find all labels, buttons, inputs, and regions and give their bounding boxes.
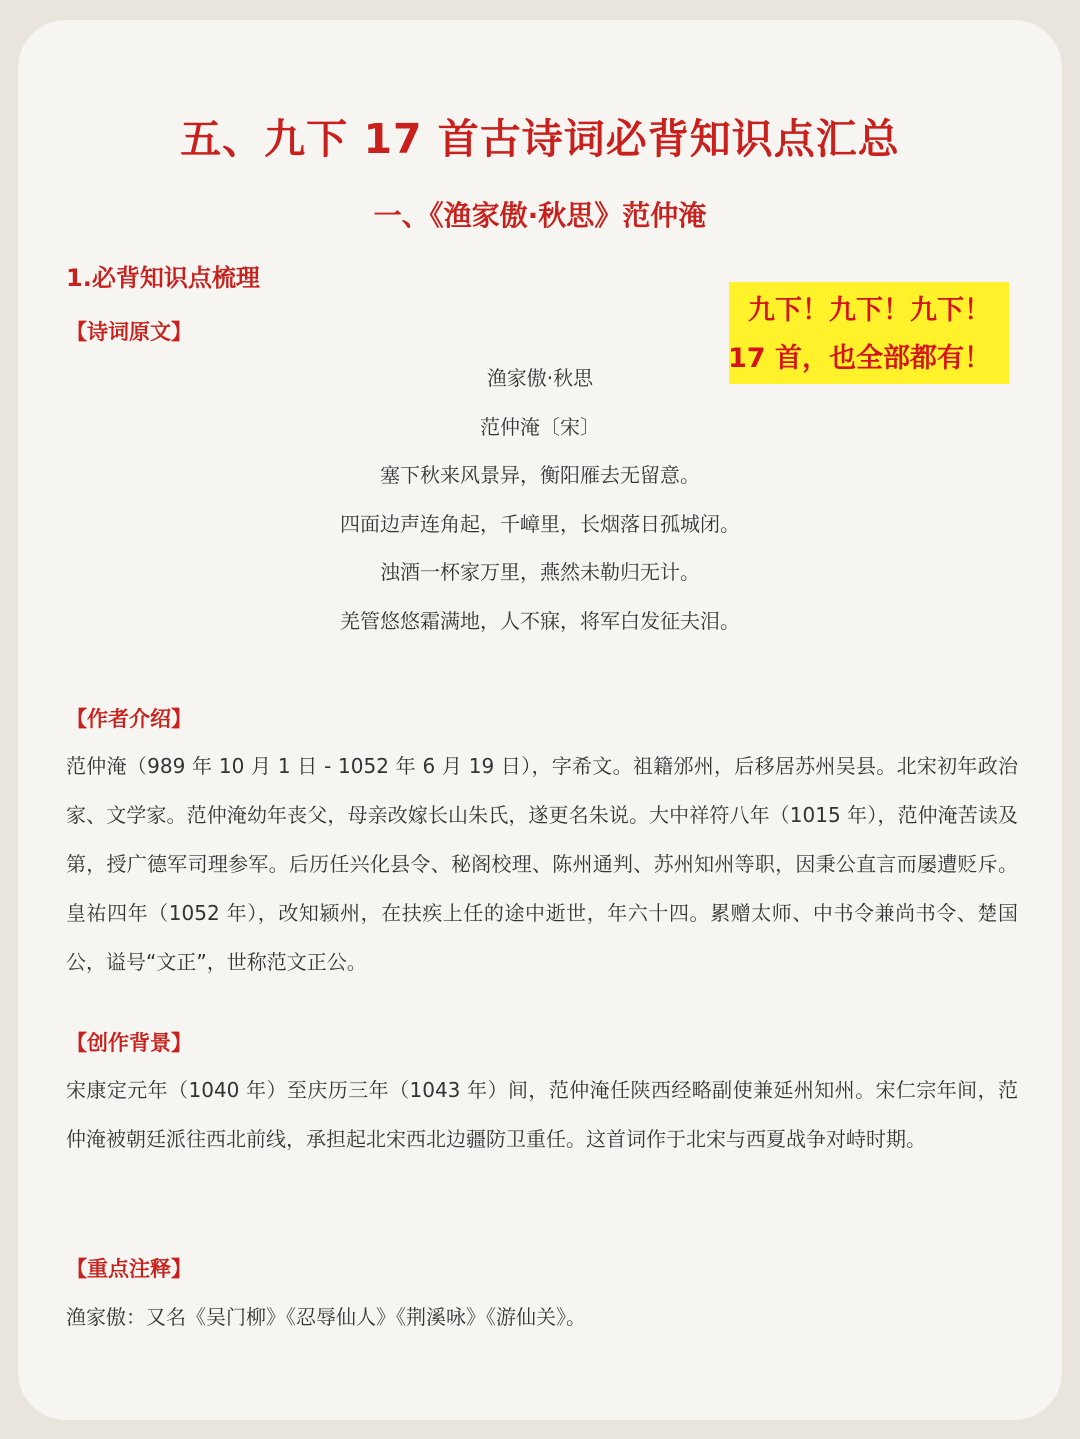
poem-line: 四面边声连角起，千嶂里，长烟落日孤城闭。 [340,511,740,536]
main-title: 五、九下 17 首古诗词必背知识点汇总 [180,115,900,163]
callout-line-2: 17 首，也全部都有！ [728,343,991,374]
poem-block [0,362,1080,653]
callout-line-1: 九下！九下！九下！ [748,295,991,326]
poem-line: 塞下秋来风景异，衡阳雁去无留意。 [380,463,700,487]
background-text: 宋康定元年（1040 年）至庆历三年（1043 年）间，范仲淹任陕西经略副使兼延州知州。宋仁宗年间，范仲淹被朝廷派往西北前线，承担起北宋西北边疆防卫重任。这首词作于北宋与西夏战争对峙时期。 [66,1078,1018,1151]
label-background: 【创作背景】 [66,1031,192,1055]
notes-text: 渔家傲：又名《吴门柳》《忍辱仙人》《荆溪咏》《游仙关》。 [66,1305,586,1329]
label-author-intro: 【作者介绍】 [66,707,192,731]
poem-subtitle: 一、《渔家傲·秋思》范仲淹 [373,199,707,232]
label-notes: 【重点注释】 [66,1257,192,1281]
poem-line: 浊酒一杯家万里，燕然未勒归无计。 [380,560,700,584]
section-heading: 1.必背知识点梳理 [66,264,260,292]
poem-line: 羌管悠悠霜满地，人不寐，将军白发征夫泪。 [340,608,740,633]
label-original-text: 【诗词原文】 [66,320,192,344]
poem-author: 范仲淹〔宋〕 [480,414,600,439]
author-intro-text: 范仲淹（989 年 10 月 1 日 - 1052 年 6 月 19 日），字希文。祖籍邠州，后移居苏州吴县。北宋初年政治家、文学家。范仲淹幼年丧父，母亲改嫁长山朱氏，遂更名朱说。大中祥符八年（1015 年），范仲淹苦读及第，授广德军司理参军。后历任兴化县令、秘阁校理、陈州通判、苏州知州等职，因秉公直言而屡遭贬斥。皇祐四年（1052 年），改知颍州，在扶疾上任的途中逝世，年六十四。累赠太师、中书令兼尚书令、楚国公，谥号“文正”，世称范文正公。 [66,754,1018,974]
poem-title: 渔家傲·秋思 [486,366,594,390]
